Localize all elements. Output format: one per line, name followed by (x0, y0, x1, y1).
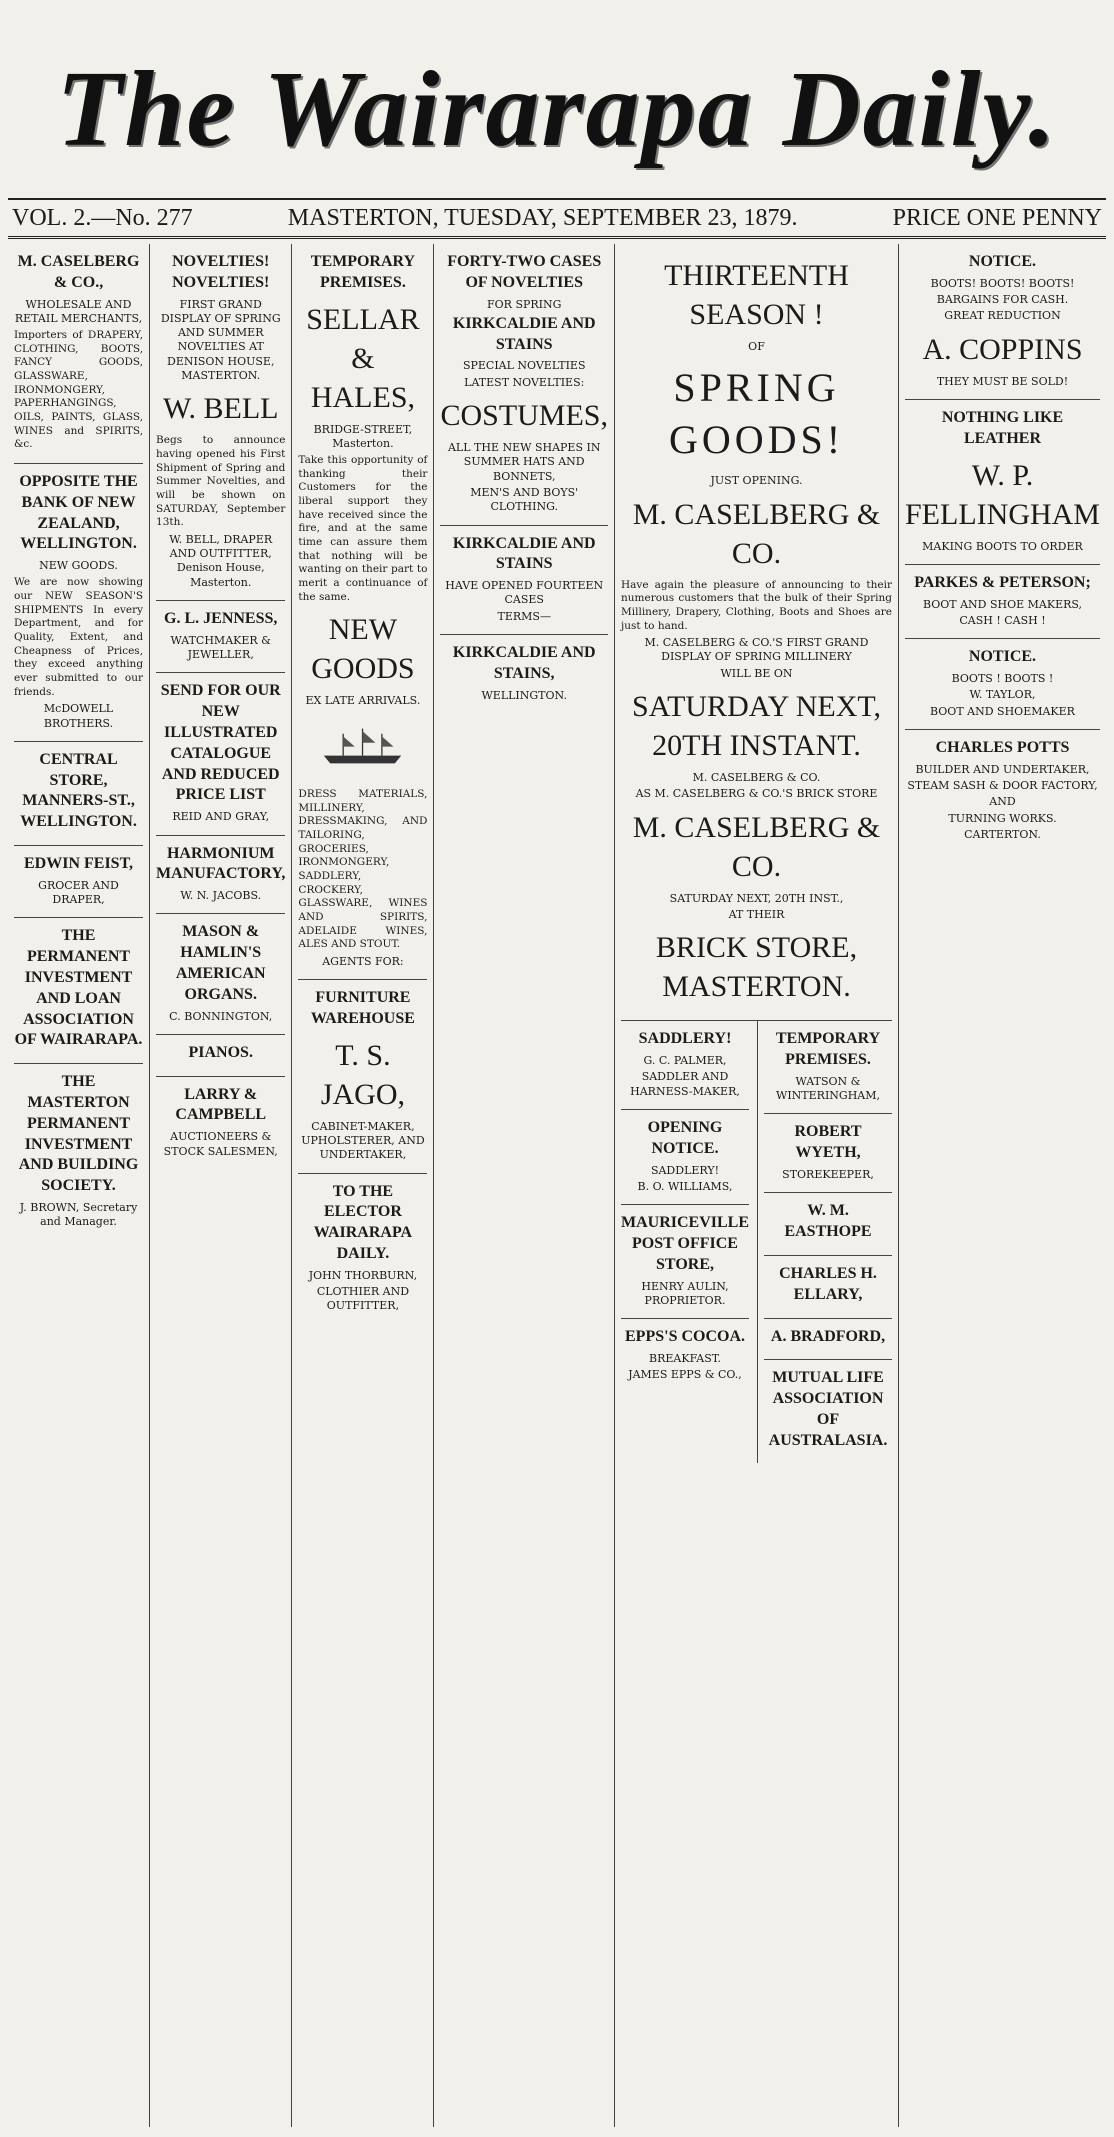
ad-title: FURNITURE WAREHOUSE (310, 989, 415, 1027)
ad-turning: TURNING WORKS. (948, 811, 1057, 825)
ad-signature: McDOWELL BROTHERS. (43, 702, 114, 730)
ad-title: OPPOSITE THE BANK OF NEW ZEALAND, WELLINGTON. (19, 472, 138, 553)
ad-agents: AGENTS FOR: (322, 954, 404, 968)
ad-signature: J. BROWN, Secretary and Manager. (19, 1200, 138, 1229)
ad-title: PIANOS. (188, 1043, 253, 1061)
ad-name: G. C. PALMER, (643, 1054, 727, 1068)
ad-mauriceville (621, 1205, 749, 1319)
ad-jenness (156, 601, 285, 673)
ad-coppins (905, 244, 1100, 400)
ad-title: HARMONIUM MANUFACTORY, (156, 844, 286, 883)
ad-body: Begs to announce having opened his First Shipment of Spring and Summer Novelties, and will be shown on SATURDAY, September 13th. (156, 434, 286, 529)
ad-terms: TERMS— (497, 609, 551, 623)
ad-taylor (905, 639, 1100, 730)
firm-name: M. CASELBERG & CO. (632, 497, 881, 570)
season-heading: THIRTEENTH SEASON ! (664, 259, 849, 331)
ad-jago (298, 980, 427, 1173)
ad-signature: JAMES EPPS & CO., (628, 1368, 742, 1382)
price: PRICE ONE PENNY (892, 204, 1102, 231)
ad-title: A. BRADFORD, (770, 1327, 886, 1345)
ad-body: Importers of DRAPERY, CLOTHING, BOOTS, FANCY GOODS, GLASSWARE, IRONMONGERY, PAPERHANGINGS, OILS, PAINTS, GLASS, WINES and SPIRITS, &c. (14, 329, 144, 451)
ad-opening-notice (621, 1110, 749, 1205)
ad-subtitle: STOREKEEPER, (782, 1168, 874, 1182)
ad-permanent-investment (14, 918, 143, 1064)
ad-name: WATSON & WINTERINGHAM, (776, 1074, 880, 1103)
ad-title: SADDLERY! (638, 1030, 732, 1048)
ad-name: JOHN THORBURN, (308, 1268, 418, 1282)
ad-title: MASON & HAMLIN'S AMERICAN ORGANS. (175, 923, 266, 1003)
ad-title: NOTICE. (968, 253, 1037, 270)
ad-subtitle: SADDLER AND HARNESS-MAKER, (630, 1070, 740, 1098)
ad-latest: LATEST NOVELTIES: (464, 375, 585, 389)
ad-subtitle: BOOT AND SHOE MAKERS, (922, 597, 1083, 611)
ad-ellary (764, 1256, 892, 1319)
column-2 (150, 244, 292, 2127)
ad-signature: C. BONNINGTON, (169, 1009, 273, 1023)
ad-subtitle: HAVE OPENED FOURTEEN CASES (445, 579, 604, 607)
ad-edwin-feist (14, 846, 143, 918)
ad-factory: STEAM SASH & DOOR FACTORY, (907, 779, 1098, 793)
ad-subtitle: WATCHMAKER & JEWELLER, (170, 633, 271, 662)
masthead (0, 30, 1114, 190)
just-opening: JUST OPENING. (710, 474, 803, 488)
col5-left (621, 1021, 749, 1463)
ad-organs (156, 914, 285, 1034)
ad-name: SELLAR & HALES, (306, 302, 420, 414)
ad-title: TEMPORARY PREMISES. (775, 1030, 881, 1069)
ad-epps (621, 1319, 749, 1392)
ad-dept: EX LATE ARRIVALS. (305, 694, 421, 708)
columns (8, 244, 1106, 2127)
ad-subtitle: SADDLERY! (650, 1163, 720, 1177)
ad-title: TO THE ELECTOR WAIRARAPA DAILY. (313, 1182, 413, 1263)
column-3 (292, 244, 434, 2127)
ad-title: CHARLES H. ELLARY, (779, 1264, 877, 1303)
ad-name: KIRKCALDIE AND STAINS (452, 314, 596, 353)
ad-spring-goods (621, 244, 892, 1021)
at-their: AT THEIR (728, 907, 785, 921)
ad-title: M. CASELBERG & CO., (17, 253, 140, 291)
ad-shapes: ALL THE NEW SHAPES IN SUMMER HATS AND BONNETS, (447, 441, 601, 483)
ad-mcdowell (14, 464, 143, 742)
ship-illustration-icon (298, 711, 427, 781)
ad-bradford (764, 1319, 892, 1361)
ad-title: LARRY & CAMPBELL (175, 1085, 267, 1124)
ad-caselberg (14, 244, 143, 464)
ad-subtitle: BRIDGE-STREET, Masterton. (313, 422, 413, 450)
ad-subtitle: AUCTIONEERS & STOCK SALESMEN, (163, 1130, 278, 1158)
ad-easthope (764, 1193, 892, 1256)
ad-subtitle: FIRST GRAND DISPLAY OF SPRING AND SUMMER NOVELTIES AT DENISON HOUSE, MASTERTON. (160, 297, 281, 383)
ad-bell-novelties (156, 244, 285, 601)
ad-name: HENRY AULIN, PROPRIETOR. (641, 1279, 729, 1307)
ad-subtitle: GROCER AND DRAPER, (38, 878, 119, 907)
ad-larry-campbell (156, 1077, 285, 1169)
ad-subtitle: BUILDER AND UNDERTAKER, (915, 762, 1090, 776)
first-display: M. CASELBERG & CO.'S FIRST GRAND DISPLAY OF SPRING MILLINERY (644, 636, 869, 664)
brick-line: AS M. CASELBERG & CO.'S BRICK STORE (635, 787, 878, 801)
ad-must: THEY MUST BE SOLD! (936, 374, 1069, 388)
ad-cash: CASH ! CASH ! (959, 613, 1046, 627)
ad-title: G. L. JENNESS, (164, 610, 278, 628)
ad-subtitle: NEW GOODS. (39, 559, 118, 573)
ad-harmonium (156, 836, 285, 915)
ad-title: CHARLES POTTS (935, 738, 1070, 756)
ad-title: ROBERT WYETH, (794, 1123, 862, 1162)
ad-title: EDWIN FEIST, (23, 854, 134, 872)
newspaper-title: The Wairarapa Daily. (56, 50, 1058, 169)
ad-name: W. BELL (162, 392, 279, 426)
ad-reid-gray (156, 673, 285, 835)
ad-title: THE MASTERTON PERMANENT INVESTMENT AND BUILDING SOCIETY. (18, 1073, 139, 1195)
firm-small: M. CASELBERG & CO. (692, 771, 821, 785)
ad-title: EPPS'S COCOA. (625, 1328, 746, 1346)
ad-subtitle: BOOTS! BOOTS! BOOTS! (930, 276, 1075, 290)
ad-potts (905, 730, 1100, 852)
ad-wyeth (764, 1114, 892, 1193)
ad-mens: MEN'S AND BOYS' CLOTHING. (470, 485, 579, 514)
ad-name: KIRKCALDIE AND STAINS, (452, 644, 596, 682)
ad-title: THE PERMANENT INVESTMENT AND LOAN ASSOCIATION OF WAIRARAPA. (14, 927, 143, 1049)
ad-title: CENTRAL STORE, MANNERS-ST., WELLINGTON. (20, 750, 137, 831)
will-be-on: WILL BE ON (720, 666, 793, 680)
spring-goods-heading: SPRING GOODS! (668, 365, 845, 463)
column-1 (8, 244, 150, 2127)
ad-name: A. COPPINS (922, 332, 1083, 366)
ad-title: MUTUAL LIFE ASSOCIATION OF AUSTRALASIA. (768, 1369, 888, 1449)
ad-title: FORTY-TWO CASES OF NOVELTIES (447, 253, 602, 291)
ad-title: NOTICE. (968, 648, 1037, 666)
ad-watson (764, 1021, 892, 1114)
ad-name: W. TAYLOR, (969, 688, 1036, 702)
ad-palmer (621, 1021, 749, 1110)
ad-title: PARKES & PETERSON; (914, 573, 1091, 591)
ad-subtitle: FOR SPRING (487, 297, 562, 311)
ad-place: WELLINGTON. (481, 688, 567, 702)
ad-mutual-life (764, 1360, 892, 1463)
ad-goods: NEW GOODS (311, 613, 415, 686)
column-4 (434, 244, 615, 2127)
ad-title: NOTHING LIKE LEATHER (941, 408, 1064, 447)
ad-kirkcaldie-novelties (440, 244, 608, 526)
saturday-2: SATURDAY NEXT, 20TH INST., (669, 891, 844, 905)
ad-costumes: COSTUMES, (440, 399, 608, 433)
ad-kirkcaldie-footer (440, 635, 608, 713)
ad-special: SPECIAL NOVELTIES (462, 359, 586, 373)
ad-subtitle: BREAKFAST. (649, 1351, 721, 1365)
ad-pianos (156, 1035, 285, 1077)
ad-thorburn (298, 1174, 427, 1324)
ad-subtitle: CABINET-MAKER, UPHOLSTERER, AND UNDERTAKER, (301, 1119, 425, 1162)
ad-lines: DRESS MATERIALS, MILLINERY, DRESSMAKING, AND TAILORING, GROCERIES, IRONMONGERY, SADDLERY, CROCKERY, GLASSWARE, WINES AND SPIRITS, ADELAIDE WINES, ALES AND STOUT. (298, 788, 428, 951)
saturday-heading: SATURDAY NEXT, 20TH INSTANT. (632, 690, 881, 763)
ad-signature: W. N. JACOBS. (180, 889, 262, 903)
dateline (8, 198, 1106, 239)
ad-subtitle: BOOTS ! BOOTS ! (951, 672, 1054, 686)
column-5 (615, 244, 899, 2127)
ad-central-store (14, 742, 143, 846)
ad-sellar-hales (298, 244, 427, 980)
ad-title: KIRKCALDIE AND STAINS (452, 534, 596, 573)
ad-signature: B. O. WILLIAMS, (637, 1179, 733, 1193)
col5-split (621, 1021, 892, 1463)
ad-title: NOVELTIES! NOVELTIES! (172, 253, 270, 291)
ad-name: W. P. FELLINGHAM (905, 458, 1100, 531)
place-date: MASTERTON, TUESDAY, SEPTEMBER 23, 1879. (287, 204, 798, 231)
ad-subtitle: WHOLESALE AND RETAIL MERCHANTS, (14, 297, 143, 325)
ad-subtitle-2: BOOT AND SHOEMAKER (930, 704, 1075, 718)
intro-text: Have again the pleasure of announcing to their numerous customers that the bulk of their Spring Millinery, Drapery, Clothing, Boots and Shoes are just to hand. (621, 578, 892, 632)
volume-number: VOL. 2.—No. 277 (12, 204, 193, 231)
ad-place: CARTERTON. (964, 827, 1041, 841)
ad-title: TEMPORARY PREMISES. (310, 253, 416, 291)
of-label: OF (748, 340, 765, 353)
ad-body: Take this opportunity of thanking their Customers for the liberal support they have received since the fire, and at the same time can assure them that nothing will be wanting on their part to merit a continuance of the same. (298, 454, 428, 603)
ad-subtitle-2: BARGAINS FOR CASH. (936, 293, 1069, 307)
ad-building-society (14, 1064, 143, 1239)
ad-parkes-peterson (905, 565, 1100, 639)
ad-signature: REID AND GRAY, (172, 810, 270, 824)
ad-name: T. S. JAGO, (320, 1038, 406, 1111)
ad-reduction: GREAT REDUCTION (944, 309, 1061, 323)
ad-title: OPENING NOTICE. (647, 1118, 723, 1157)
column-6 (899, 244, 1106, 2127)
ad-title: MAURICEVILLE POST OFFICE STORE, (621, 1214, 750, 1273)
ad-subtitle: MAKING BOOTS TO ORDER (922, 539, 1083, 553)
ad-fellingham (905, 400, 1100, 565)
brick-store: BRICK STORE, MASTERTON. (655, 931, 858, 1004)
ad-subtitle: CLOTHIER AND OUTFITTER, (316, 1285, 410, 1313)
col5-right (757, 1021, 892, 1463)
firm-name-2: M. CASELBERG & CO. (632, 810, 881, 883)
ad-kirkcaldie-cases (440, 526, 608, 635)
ad-title: SEND FOR OUR NEW ILLUSTRATED CATALOGUE AND REDUCED PRICE LIST (160, 682, 281, 804)
ad-signature: W. BELL, DRAPER AND OUTFITTER, Denison House, Masterton. (169, 532, 273, 589)
ad-title: W. M. EASTHOPE (784, 1202, 872, 1241)
ad-and: AND (989, 795, 1016, 809)
ad-body: We are now showing our NEW SEASON'S SHIPMENTS In every Department, and for Quality, Extent, and Cheapness of Prices, they exceed anything ever submitted to our friends. (14, 576, 144, 698)
